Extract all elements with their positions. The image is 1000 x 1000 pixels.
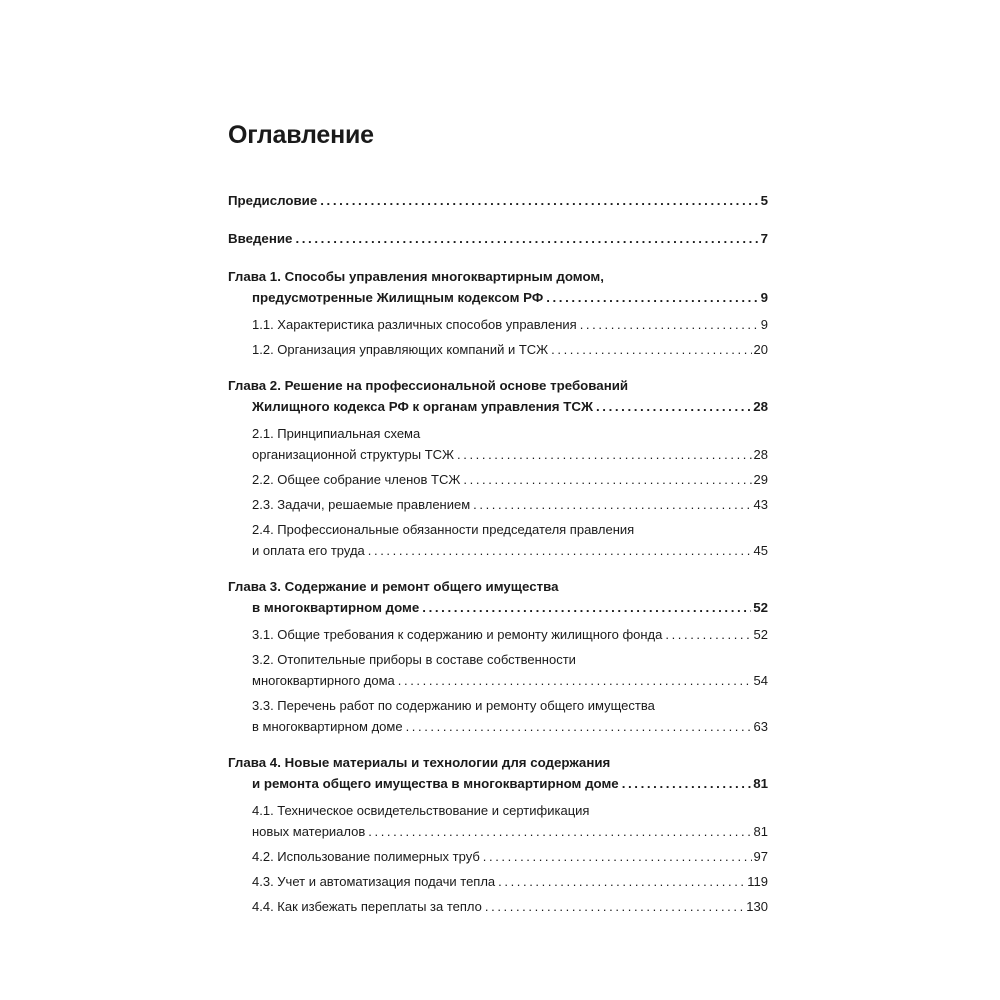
- section-line: [228, 670, 768, 691]
- dot-leader: [546, 287, 758, 308]
- chapter-heading-line[interactable]: [228, 773, 768, 794]
- chapter-heading-line[interactable]: [228, 375, 768, 396]
- section-title: 2.2. Общее собрание членов ТСЖ: [252, 472, 461, 487]
- page-number: 97: [753, 849, 768, 864]
- section-title: 4.2. Использование полимерных труб: [252, 849, 480, 864]
- chapter-title: Глава 1. Способы управления многоквартирным домом,: [228, 269, 604, 284]
- toc-section-entry[interactable]: [228, 469, 768, 490]
- page-number: 43: [753, 497, 768, 512]
- chapter-title-cont: предусмотренные Жилищным кодексом РФ: [252, 290, 544, 305]
- chapter-block: [228, 752, 768, 917]
- chapter-title: Глава 4. Новые материалы и технологии для содержания: [228, 755, 611, 770]
- section-line: [228, 314, 768, 335]
- table-of-contents: [228, 190, 768, 917]
- section-title: 3.1. Общие требования к содержанию и ремонту жилищного фонда: [252, 627, 663, 642]
- toc-section-entry[interactable]: [228, 649, 768, 691]
- chapter-block: [228, 576, 768, 737]
- chapter-title-cont: и ремонта общего имущества в многоквартирном доме: [252, 776, 619, 791]
- page-number: 9: [760, 317, 768, 332]
- page-number: 7: [760, 231, 768, 246]
- chapter-title: Глава 3. Содержание и ремонт общего имущества: [228, 579, 559, 594]
- section-title: 4.3. Учет и автоматизация подачи тепла: [252, 874, 496, 889]
- section-line: [228, 871, 768, 892]
- section-line: [228, 540, 768, 561]
- section-line: [228, 846, 768, 867]
- section-line: [228, 624, 768, 645]
- page-number: 52: [753, 627, 768, 642]
- section-line: [228, 444, 768, 465]
- section-title-cont: и оплата его труда: [252, 543, 365, 558]
- dot-leader: [368, 821, 751, 842]
- section-line: [228, 519, 768, 540]
- toc-section-entry[interactable]: [228, 896, 768, 917]
- chapter-title-cont: Жилищного кодекса РФ к органам управления ТСЖ: [252, 399, 593, 414]
- section-title: 4.1. Техническое освидетельствование и сертификация: [252, 803, 590, 818]
- page-number: 81: [753, 824, 768, 839]
- page-title: Оглавление: [228, 121, 374, 149]
- page-number: 52: [753, 600, 768, 615]
- toc-section-entry[interactable]: [228, 871, 768, 892]
- page-number: 63: [753, 719, 768, 734]
- dot-leader: [406, 716, 752, 737]
- page-number: 28: [753, 399, 768, 414]
- toc-entry-label: Предисловие: [228, 193, 318, 208]
- chapter-heading-line[interactable]: [228, 396, 768, 417]
- dot-leader: [498, 871, 745, 892]
- section-list: [228, 624, 768, 737]
- toc-section-entry[interactable]: [228, 800, 768, 842]
- dot-leader: [665, 624, 751, 645]
- section-title-cont: в многоквартирном доме: [252, 719, 403, 734]
- section-line: [228, 896, 768, 917]
- dot-leader: [473, 494, 751, 515]
- chapter-heading-line[interactable]: [228, 752, 768, 773]
- dot-leader: [483, 846, 752, 867]
- dot-leader: [463, 469, 751, 490]
- section-line: [228, 469, 768, 490]
- dot-leader: [622, 773, 752, 794]
- page-number: 29: [753, 472, 768, 487]
- dot-leader: [422, 597, 751, 618]
- page-number: 45: [753, 543, 768, 558]
- dot-leader: [596, 396, 751, 417]
- toc-page: [228, 118, 768, 932]
- page-number: 81: [753, 776, 768, 791]
- section-title: 4.4. Как избежать переплаты за тепло: [252, 899, 482, 914]
- section-line: [228, 695, 768, 716]
- toc-section-entry[interactable]: [228, 519, 768, 561]
- chapter-block: [228, 375, 768, 561]
- toc-entry-label: Введение: [228, 231, 293, 246]
- section-line: [228, 821, 768, 842]
- toc-section-entry[interactable]: [228, 624, 768, 645]
- section-list: [228, 423, 768, 561]
- chapter-list: [228, 266, 768, 917]
- section-title: 2.4. Профессиональные обязанности председателя правления: [252, 522, 635, 537]
- page-number: 9: [760, 290, 768, 305]
- section-line: [228, 649, 768, 670]
- section-line: [228, 423, 768, 444]
- toc-section-entry[interactable]: [228, 494, 768, 515]
- dot-leader: [485, 896, 744, 917]
- page-number: 130: [746, 899, 768, 914]
- page-number: 5: [760, 193, 768, 208]
- chapter-heading-line[interactable]: [228, 266, 768, 287]
- page-number: 28: [753, 447, 768, 462]
- dot-leader: [551, 339, 751, 360]
- toc-entry-introduction[interactable]: [228, 228, 768, 249]
- toc-section-entry[interactable]: [228, 846, 768, 867]
- section-list: [228, 800, 768, 917]
- section-title-cont: организационной структуры ТСЖ: [252, 447, 455, 462]
- chapter-heading-line[interactable]: [228, 576, 768, 597]
- section-line: [228, 800, 768, 821]
- section-title: 1.2. Организация управляющих компаний и ТСЖ: [252, 342, 549, 357]
- dot-leader: [580, 314, 759, 335]
- chapter-heading-line[interactable]: [228, 287, 768, 308]
- section-title: 1.1. Характеристика различных способов управления: [252, 317, 577, 332]
- section-line: [228, 494, 768, 515]
- section-title-cont: многоквартирного дома: [252, 673, 395, 688]
- dot-leader: [457, 444, 752, 465]
- toc-entry-preface[interactable]: [228, 190, 768, 211]
- chapter-title: Глава 2. Решение на профессиональной основе требований: [228, 378, 629, 393]
- page-number: 119: [747, 874, 768, 889]
- dot-leader: [320, 190, 758, 211]
- toc-section-entry[interactable]: [228, 423, 768, 465]
- dot-leader: [398, 670, 752, 691]
- section-line: [228, 339, 768, 360]
- chapter-title-cont: в многоквартирном доме: [252, 600, 420, 615]
- section-title: 2.1. Принципиальная схема: [252, 426, 421, 441]
- section-title: 3.2. Отопительные приборы в составе собственности: [252, 652, 576, 667]
- chapter-heading-line[interactable]: [228, 597, 768, 618]
- dot-leader: [295, 228, 758, 249]
- section-list: [228, 314, 768, 360]
- section-title: 3.3. Перечень работ по содержанию и ремонту общего имущества: [252, 698, 655, 713]
- toc-section-entry[interactable]: [228, 695, 768, 737]
- toc-section-entry[interactable]: [228, 314, 768, 335]
- chapter-block: [228, 266, 768, 360]
- section-title: 2.3. Задачи, решаемые правлением: [252, 497, 471, 512]
- dot-leader: [368, 540, 752, 561]
- page-number: 54: [753, 673, 768, 688]
- page-number: 20: [753, 342, 768, 357]
- section-line: [228, 716, 768, 737]
- toc-section-entry[interactable]: [228, 339, 768, 360]
- section-title-cont: новых материалов: [252, 824, 366, 839]
